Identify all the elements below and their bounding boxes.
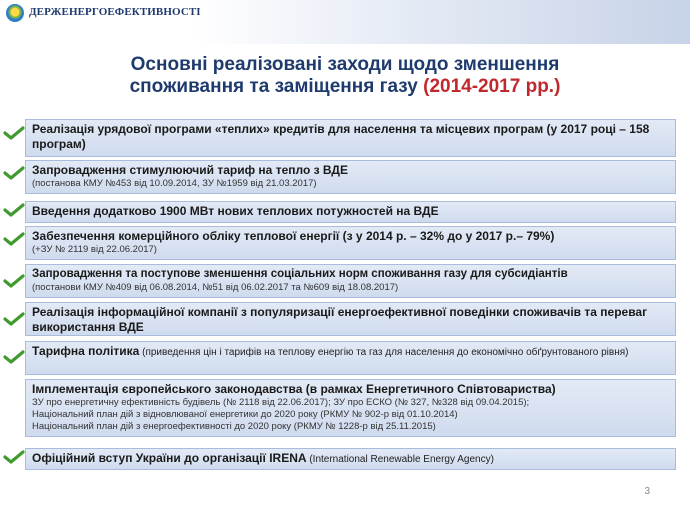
item-main-text: Забезпечення комерційного обліку теплової енергії (з у 2014 р. – 32% до у 2017 р.– 79%)	[32, 229, 555, 243]
green-check-icon	[3, 126, 25, 140]
item-sub-line: Національний план дій з енергоефективності до 2020 року (РКМУ № 1228-р від 25.11.2015)	[32, 421, 436, 432]
title-line-2-text: споживання та заміщення газу	[129, 76, 418, 97]
agency-logo-icon	[6, 4, 24, 22]
item-inline-sub-text: (International Renewable Energy Agency)	[306, 454, 494, 465]
title-line-1: Основні реалізовані заходи щодо зменшення	[130, 54, 560, 75]
item-main-text: Запровадження стимулюючий тариф на тепло з ВДЕ	[32, 163, 348, 177]
title-line-2	[0, 76, 690, 98]
green-check-icon	[3, 166, 25, 180]
item-main-text: Реалізація урядової програми «теплих» кредитів для населення та місцевих програм (у 2017 році – 158 програм)	[32, 122, 650, 151]
item-main-text: Офіційний вступ України до організації IRENA	[32, 451, 307, 465]
green-check-icon	[3, 203, 25, 217]
list-item	[25, 160, 676, 194]
green-check-icon	[3, 350, 25, 364]
green-check-icon	[3, 232, 25, 246]
list-item	[25, 119, 676, 157]
slide-title	[0, 54, 690, 98]
item-main-row	[32, 451, 669, 467]
item-sub-text: (+ЗУ № 2119 від 22.06.2017)	[32, 244, 157, 255]
item-main-text: Імплементація європейського законодавства (в рамках Енергетичного Співтовариства)	[32, 382, 556, 396]
item-sub-text: (постанова КМУ №453 від 10.09.2014, ЗУ №1959 від 21.03.2017)	[32, 178, 317, 189]
list-item	[25, 379, 676, 437]
item-sub-text: (постанови КМУ №409 від 06.08.2014, №51 від 06.02.2017 та №609 від 18.08.2017)	[32, 282, 399, 293]
item-sub-line: ЗУ про енергетичну ефективність будівель (№ 2118 від 22.06.2017); ЗУ про ЕСКО (№ 327, №328 від 09.04.2015);	[32, 397, 530, 408]
green-check-icon	[3, 274, 25, 288]
page-number: 3	[644, 486, 650, 497]
green-check-icon	[3, 450, 25, 464]
item-sub-line: Національний план дій з відновлюваної енергетики до 2020 року (РКМУ № 902-р від 01.10.2014)	[32, 409, 458, 420]
list-item	[25, 448, 676, 470]
list-item	[25, 302, 676, 336]
list-item	[25, 201, 676, 223]
title-period: (2014-2017 рр.)	[423, 76, 561, 97]
item-main-text: Запровадження та поступове зменшення соціальних норм споживання газу для субсидіантів	[32, 268, 568, 280]
item-main-text: Реалізація інформаційної компанії з популяризації енергоефективної поведінки споживачів та переваг використання ВДЕ	[32, 305, 648, 334]
item-main-row	[32, 344, 669, 360]
list-item	[25, 264, 676, 298]
green-check-icon	[3, 312, 25, 326]
item-inline-sub-text: (приведення цін і тарифів на теплову енергію та газ для населення до економічно обґрунтованого рівня)	[139, 347, 629, 358]
header-bar	[0, 0, 690, 44]
item-main-text: Введення додатково 1900 МВт нових теплових потужностей на ВДЕ	[32, 204, 439, 218]
item-main-text: Тарифна політика	[32, 344, 140, 358]
org-name: ДЕРЖЕНЕРГОЕФЕКТИВНОСТІ	[29, 6, 201, 18]
list-item	[25, 226, 676, 260]
list-item	[25, 341, 676, 375]
